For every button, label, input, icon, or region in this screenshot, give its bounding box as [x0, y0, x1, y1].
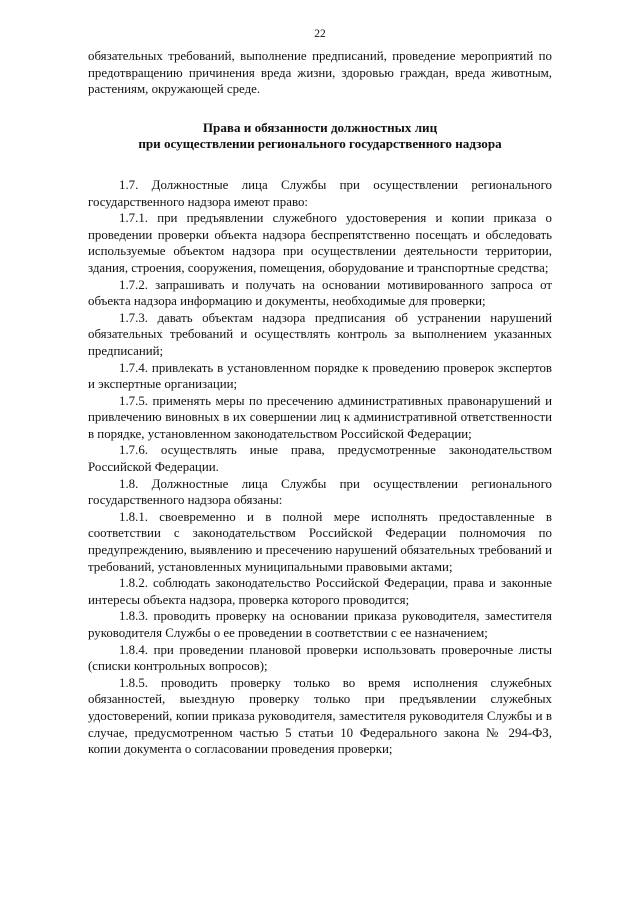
section-heading-line-2: при осуществлении регионального государственного надзора	[138, 136, 502, 152]
paragraph-1-7-6: 1.7.6. осуществлять иные права, предусмотренные законодательством Российской Федерации.	[88, 443, 552, 475]
paragraph-1-8-1: 1.8.1. своевременно и в полной мере исполнять предоставленные в соответствии с законодательством Российской Федерации полномочия по предупреждению, выявлению и пресечению нарушений обязательных требований и требований, установленных муниципальными правовыми актами;	[88, 509, 552, 574]
paragraph-1-8-2: 1.8.2. соблюдать законодательство Российской Федерации, права и законные интересы объекта надзора, проверка которого проводится;	[88, 576, 552, 607]
paragraph-1-7-2: 1.7.2. запрашивать и получать на основании мотивированного запроса от объекта надзора информацию и документы, необходимые для проверки;	[88, 277, 552, 309]
paragraph-1-7-4: 1.7.4. привлекать в установленном порядке к проведению проверок экспертов и экспертные организации;	[88, 360, 552, 392]
page-number: 22	[314, 28, 326, 40]
paragraph-1-8-5: 1.8.5. проводить проверку только во время исполнения служебных обязанностей, выездную проверку только при предъявлении служебных удостоверений, копии приказа руководителя, заместителя руководителя Службы и в случае, предусмотренном частью 5 статьи 10 Федерального закона № 294-ФЗ, копии документа о согласовании проведения проверки;	[88, 675, 552, 757]
paragraph-1-7-1: 1.7.1. при предъявлении служебного удостоверения и копии приказа о проведении проверки объекта надзора беспрепятственно посещать и обследовать используемые объектом надзора при осуществлении деятельности территории, здания, строения, сооружения, помещения, оборудование и транспортные средства;	[88, 211, 552, 275]
section-heading-line-1: Права и обязанности должностных лиц	[202, 119, 438, 135]
paragraph-1-8: 1.8. Должностные лица Службы при осуществлении регионального государственного надзора обязаны:	[88, 476, 552, 508]
section-heading	[88, 120, 552, 153]
document-body	[88, 48, 552, 758]
intro-paragraph: обязательных требований, выполнение предписаний, проведение мероприятий по предотвращению причинения вреда жизни, здоровью граждан, вреда животным, растениям, окружающей среде.	[88, 49, 552, 97]
paragraph-1-8-3: 1.8.3. проводить проверку на основании приказа руководителя, заместителя руководителя Службы о ее проведении в соответствии с ее назначением;	[88, 609, 552, 640]
paragraph-1-8-4: 1.8.4. при проведении плановой проверки использовать проверочные листы (списки контрольных вопросов);	[88, 642, 552, 674]
paragraph-1-7: 1.7. Должностные лица Службы при осуществлении регионального государственного надзора имеют право:	[88, 177, 552, 209]
paragraph-1-7-5: 1.7.5. применять меры по пресечению административных правонарушений и привлечению виновных в их совершении лиц к административной ответственности в порядке, установленном законодательством Российской Федерации;	[88, 393, 552, 441]
paragraph-1-7-3: 1.7.3. давать объектам надзора предписания об устранении нарушений обязательных требований и осуществлять контроль за выполнением указанных предписаний;	[88, 310, 552, 358]
